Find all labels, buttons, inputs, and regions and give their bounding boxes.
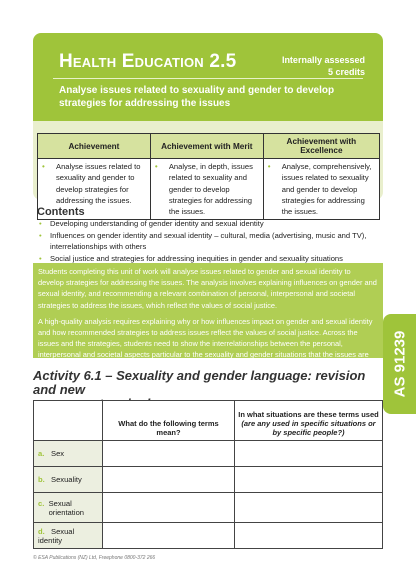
- header-divider: [53, 78, 363, 79]
- meaning-answer-cell[interactable]: [103, 441, 235, 467]
- situation-answer-cell[interactable]: [235, 467, 383, 493]
- intro-paragraph: A high-quality analysis requires explaining why or how influences impact on gender and sexual identity and how recommended strategies to address issues reflect the values of social justice. Across the issues and the strategies, students need to show the interrelationships between the personal, interpersonal and societal aspects particular to the sexuality and gender situations that the issues are based on.: [38, 316, 373, 371]
- term-cell: a. Sex: [34, 441, 103, 467]
- term-cell: d. Sexual identity: [34, 523, 103, 549]
- term-cell: c. Sexual orientation: [34, 493, 103, 523]
- term-cell: b. Sexuality: [34, 467, 103, 493]
- bullet-icon: •: [267, 162, 271, 171]
- term-column-header: [34, 401, 103, 441]
- bullet-icon: •: [42, 162, 45, 171]
- situation-answer-cell[interactable]: [235, 493, 383, 523]
- table-row: [34, 493, 383, 523]
- achievement-table: [37, 133, 380, 220]
- standard-side-tab: AS 91239: [383, 314, 416, 414]
- bullet-icon: •: [154, 162, 158, 171]
- contents-item: • Developing understanding of gender identity and sexual identity: [37, 218, 367, 229]
- contents-list: [37, 218, 367, 265]
- achievement-cell: • Analyse issues related to sexuality and gender to develop strategies for addressing the issues.: [38, 159, 151, 220]
- assessment-info: [282, 54, 365, 78]
- table-row: [34, 441, 383, 467]
- excellence-cell: • Analyse, comprehensively, issues related to sexuality and gender to develop strategies for addressing the issues.: [263, 159, 379, 220]
- merit-cell: • Analyse, in depth, issues related to sexuality and gender to develop strategies for addressing the issues.: [150, 159, 263, 220]
- activity-table: [33, 400, 383, 549]
- standard-description: Analyse issues related to sexuality and gender to develop strategies for addressing the issues: [59, 85, 335, 109]
- assessment-type: Internally assessed: [281, 55, 365, 65]
- intro-box: [33, 263, 383, 371]
- merit-header: Achievement with Merit: [150, 134, 263, 159]
- situation-column-header: In what situations are these terms used (are any used in specific situations or by specific people?): [235, 401, 383, 441]
- footer-copyright: © ESA Publications (NZ) Ltd, Freephone 0800-372 266: [33, 555, 156, 561]
- meaning-answer-cell[interactable]: [103, 523, 235, 549]
- table-row: [34, 467, 383, 493]
- achievement-header: Achievement: [38, 134, 151, 159]
- situation-answer-cell[interactable]: [235, 441, 383, 467]
- page-title: Health Education 2.5: [59, 51, 237, 72]
- meaning-column-header: What do the following terms mean?: [103, 401, 235, 441]
- standard-header: [33, 33, 383, 121]
- intro-paragraph: Students completing this unit of work will analyse issues related to gender and sexual identity to develop strategies for addressing the issues. The analysis involves explaining influences on gender and sexual identity, and recommending a relevant combination of personal, interpersonal and societal strategies to address the issues, which reflect the values of social justice.: [38, 267, 377, 310]
- excellence-header: Achievement with Excellence: [263, 134, 379, 159]
- meaning-answer-cell[interactable]: [103, 467, 235, 493]
- meaning-answer-cell[interactable]: [103, 493, 235, 523]
- contents-item: • Social justice and strategies for addressing inequities in gender and sexuality situations: [37, 253, 367, 264]
- situation-answer-cell[interactable]: [235, 523, 383, 549]
- activity-title: Activity 6.1 – Sexuality and gender language: revision and new: [33, 368, 366, 397]
- contents-item: • Influences on gender identity and sexual identity – cultural, media (advertising, music and TV), interrelationships with others: [37, 230, 367, 252]
- contents-heading: Contents: [37, 206, 85, 218]
- table-row: [34, 523, 383, 549]
- credits: 5 credits: [327, 67, 365, 77]
